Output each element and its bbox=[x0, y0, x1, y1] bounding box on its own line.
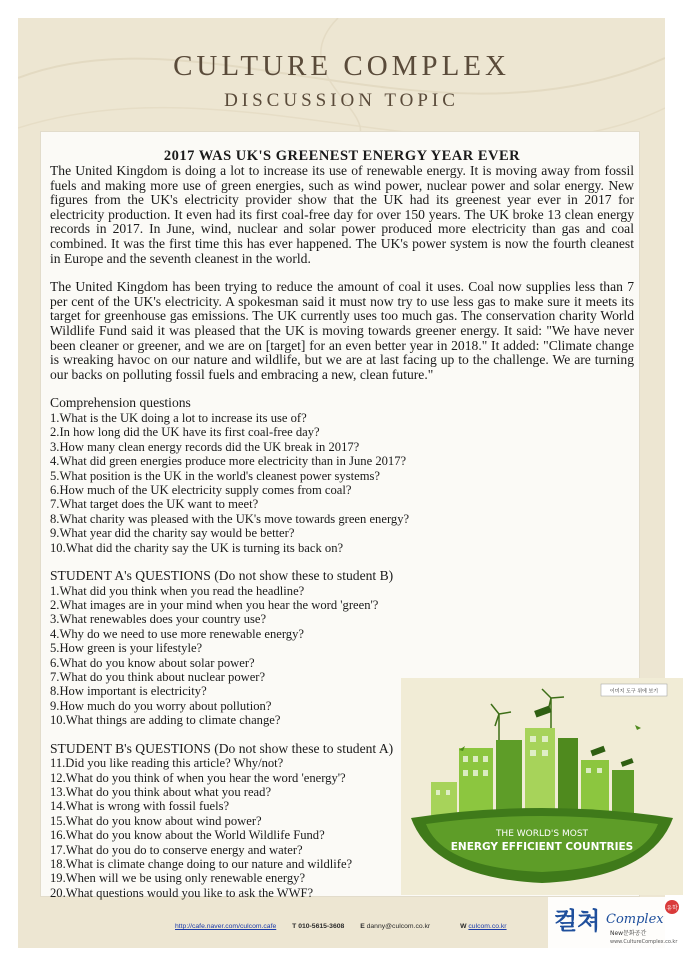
article-paragraph: The United Kingdom has been trying to reduce the amount of coal it uses. Coal now supplies less than 7 per cent of the UK's electricity. A spokesman said it must now try to use less gas to make sure it meets its target for greenhouse gas emissions. The UK currently uses too much gas. The conservation charity World Wildlife Fund said it was pleased that the UK is moving towards greener energy. It said: "We have never been cleaner or greener, and we are on [target] for an even better year in 2018." It added: "Climate change is wreaking havoc on our nature and wildlife, but we are at last facing up to the challenge. We are turning our backs on polluting fossil fuels and embracing a new, clean future." bbox=[50, 279, 634, 382]
svg-text:New문화공간: New문화공간 bbox=[610, 930, 647, 937]
question-item: 18.What is climate change doing to our nature and wildlife? bbox=[50, 857, 353, 872]
question-item: 3.What renewables does your country use? bbox=[50, 612, 267, 627]
student-a-title: STUDENT A's QUESTIONS (Do not show these to student B) bbox=[50, 567, 394, 583]
svg-text:www.CultureComplex.co.kr: www.CultureComplex.co.kr bbox=[610, 939, 678, 945]
question-item: 4.What did green energies produce more electricity than in June 2017? bbox=[50, 454, 407, 469]
svg-text:Complex: Complex bbox=[606, 912, 664, 927]
student-b-title: STUDENT B's QUESTIONS (Do not show these to student A) bbox=[50, 740, 394, 756]
question-item: 7.What do you think about nuclear power? bbox=[50, 670, 266, 684]
question-item: 15.What do you know about wind power? bbox=[50, 813, 262, 828]
energy-efficient-city-illustration bbox=[401, 678, 683, 895]
phone-info: T 010-5615-3608 bbox=[292, 923, 345, 930]
comprehension-questions bbox=[50, 411, 634, 555]
question-item: 2.What images are in your mind when you hear the word 'green'? bbox=[50, 597, 379, 612]
question-item: 6.How much of the UK electricity supply comes from coal? bbox=[50, 482, 352, 497]
email-info: E danny@culcom.co.kr bbox=[360, 923, 431, 930]
page-title: CULTURE COMPLEX bbox=[173, 50, 510, 82]
question-item: 9.How much do you worry about pollution? bbox=[50, 698, 272, 713]
question-item: 14.What is wrong with fossil fuels? bbox=[50, 799, 230, 814]
question-item: 9.What year did the charity say would be better? bbox=[50, 526, 295, 541]
question-item: 2.In how long did the UK have its first coal-free day? bbox=[50, 425, 320, 440]
question-item: 10.What did the charity say the UK is turning its back on? bbox=[50, 540, 344, 555]
question-item: 4.Why do we need to use more renewable energy? bbox=[50, 626, 304, 641]
cafe-link[interactable]: http://cafe.naver.com/culcom.cafe bbox=[175, 923, 277, 930]
question-item: 6.What do you know about solar power? bbox=[50, 655, 255, 670]
article-paragraph: The United Kingdom is doing a lot to increase its use of renewable energy. It is moving away from fossil fuels and making more use of green energies, such as wind power, nuclear power and solar energy. New figures from the UK's electricity provider show that the UK had its greenest year ever in 2017 for electricity production. It even had its first coal-free day for over 150 years. The UK broke 13 clean energy records in 2017. In June, wind, nuclear and solar power produced more electricity than gas and coal combined. It was the first time this has ever happened. The UK's power system is now the fourth cleanest in Europe and the seventh cleanest in the world. bbox=[50, 163, 634, 266]
question-item: 3.How many clean energy records did the UK break in 2017? bbox=[50, 439, 360, 454]
question-item: 16.What do you know about the World Wildlife Fund? bbox=[50, 828, 325, 843]
phone-number: 010-5615-3608 bbox=[298, 923, 345, 930]
culture-complex-logo bbox=[548, 897, 683, 957]
email-address[interactable]: danny@culcom.co.kr bbox=[366, 923, 431, 930]
question-item: 1.What did you think when you read the headline? bbox=[50, 583, 305, 598]
question-item: 8.How important is electricity? bbox=[50, 684, 207, 699]
banner-line1: THE WORLD'S MOST bbox=[495, 829, 589, 839]
question-item: 5.What position is the UK in the world's cleanest power systems? bbox=[50, 468, 380, 483]
comprehension-title: Comprehension questions bbox=[50, 395, 191, 411]
question-item: 12.What do you think of when you hear the word 'energy'? bbox=[50, 770, 346, 785]
image-badge: 이미지 도구 위에 보기 bbox=[609, 688, 659, 695]
question-item: 5.How green is your lifestyle? bbox=[50, 641, 203, 656]
article-headline: 2017 WAS UK'S GREENEST ENERGY YEAR EVER bbox=[163, 148, 521, 164]
question-item: 19.When will we be using only renewable energy? bbox=[50, 871, 306, 886]
question-item: 10.What things are adding to climate change? bbox=[50, 713, 281, 728]
question-item: 20.What questions would you like to ask the WWF? bbox=[50, 885, 314, 900]
svg-text:컬쳐: 컬쳐 bbox=[554, 907, 601, 935]
web-info: W culcom.co.kr bbox=[460, 923, 507, 930]
question-item: 7.What target does the UK want to meet? bbox=[50, 497, 259, 512]
svg-text:유학: 유학 bbox=[666, 905, 678, 912]
question-item: 1.What is the UK doing a lot to increase its use of? bbox=[50, 410, 307, 425]
question-item: 11.Did you like reading this article? Why/not? bbox=[50, 756, 284, 771]
page-subtitle: DISCUSSION TOPIC bbox=[224, 90, 459, 111]
question-item: 17.What do you do to conserve energy and water? bbox=[50, 842, 303, 857]
banner-line2: ENERGY EFFICIENT COUNTRIES bbox=[450, 841, 634, 853]
footer-contact bbox=[175, 923, 535, 930]
website-link[interactable]: culcom.co.kr bbox=[468, 923, 507, 930]
question-item: 8.What charity was pleased with the UK's move towards green energy? bbox=[50, 511, 410, 526]
question-item: 13.What do you think about what you read? bbox=[50, 785, 272, 800]
